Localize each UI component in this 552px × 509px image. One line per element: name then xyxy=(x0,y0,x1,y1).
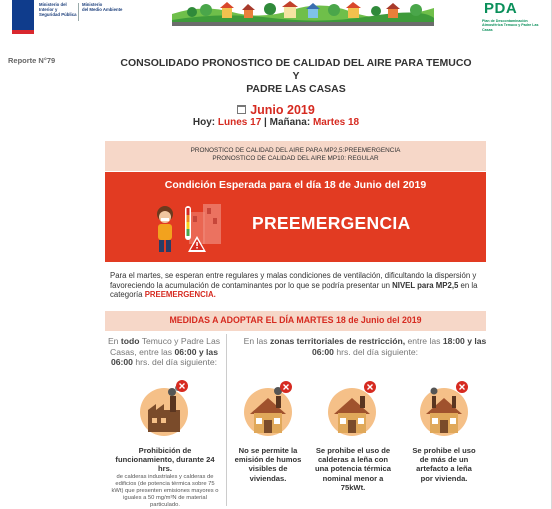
government-logo xyxy=(12,0,154,34)
alert-condition: Condición Esperada para el día 18 de Junio del 2019 xyxy=(164,179,427,191)
forecast-mp25: PRONOSTICO DE CALIDAD DEL AIRE PARA MP2,5:PREEMERGENCIA xyxy=(190,147,401,154)
report-month: Junio 2019 xyxy=(0,103,552,117)
alert-level: PREEMERGENCIA xyxy=(252,213,411,233)
gov-ministry-environment: Ministerio del Medio Ambiente xyxy=(82,2,123,12)
logo-divider xyxy=(78,3,79,21)
pda-logo-mark: PDA xyxy=(484,0,518,17)
house-smoke-icon xyxy=(236,380,300,440)
measures-heading: MEDIDAS A ADOPTAR EL DÍA MARTES 18 de Junio del 2019 xyxy=(105,311,486,331)
calendar-icon xyxy=(237,105,246,114)
factory-icon xyxy=(132,380,196,440)
alert-banner xyxy=(105,172,486,262)
report-title: CONSOLIDADO PRONOSTICO DE CALIDAD DEL AIRE PARA TEMUCO Y PADRE LAS CASAS xyxy=(120,57,472,95)
day-indicator: Hoy: Lunes 17 | Mañana: Martes 18 xyxy=(192,117,360,128)
report-number: Reporte N°79 xyxy=(8,56,56,65)
pda-logo-subtitle: Plan de Descontaminación Atmosférica Temuco y Padre Las Casas xyxy=(482,19,539,32)
pda-logo xyxy=(478,0,542,40)
house-multi-stove-icon xyxy=(412,380,476,440)
house-boiler-icon xyxy=(320,380,384,440)
gov-ministry-interior: Ministerio del Interior y Seguridad Pública xyxy=(39,2,77,17)
measure-industrial-boilers: Prohibición de funcionamiento, durante 24 hrs. de calderas industriales y calderas de edificios (de potencia térmica sobre 75 kWt) que presenten emisiones mayores o iguales a 50 mg/m³N de material particulado. xyxy=(111,446,219,508)
measure-single-wood-stove: Se prohibe el uso de más de un artefacto a leña por vivienda. xyxy=(412,446,476,483)
flag-blue-stripe xyxy=(12,0,34,30)
forecast-summary xyxy=(105,141,486,171)
restriction-zone-intro: En las zonas territoriales de restricción, entre las 18:00 y las 06:00 hrs. del día siguiente: xyxy=(243,336,487,357)
measure-small-wood-boilers: Se prohibe el uso de calderas a leña con una potencia térmica nominal menor a 75kWt. xyxy=(315,446,391,492)
forecast-description: Para el martes, se esperan entre regulares y malas condiciones de ventilación, dificultando la dispersión y favoreciendo la acumulación de contaminantes por lo que se podría presentar un NIVEL para MP2,5 en la categoría PREEMERGENCIA. xyxy=(110,271,478,300)
town-banner-illustration xyxy=(172,0,434,26)
forecast-mp10: PRONOSTICO DE CALIDAD DEL AIRE MP10: REGULAR xyxy=(212,155,379,162)
column-divider xyxy=(226,334,227,506)
citywide-measures-intro: En todo Temuco y Padre Las Casas, entre las 06:00 y las 06:00 hrs. del día siguiente: xyxy=(107,336,221,367)
pollution-warning-illustration xyxy=(145,198,225,258)
measure-no-visible-smoke: No se permite la emisión de humos visibles de viviendas. xyxy=(234,446,302,483)
flag-red-stripe xyxy=(12,30,34,34)
